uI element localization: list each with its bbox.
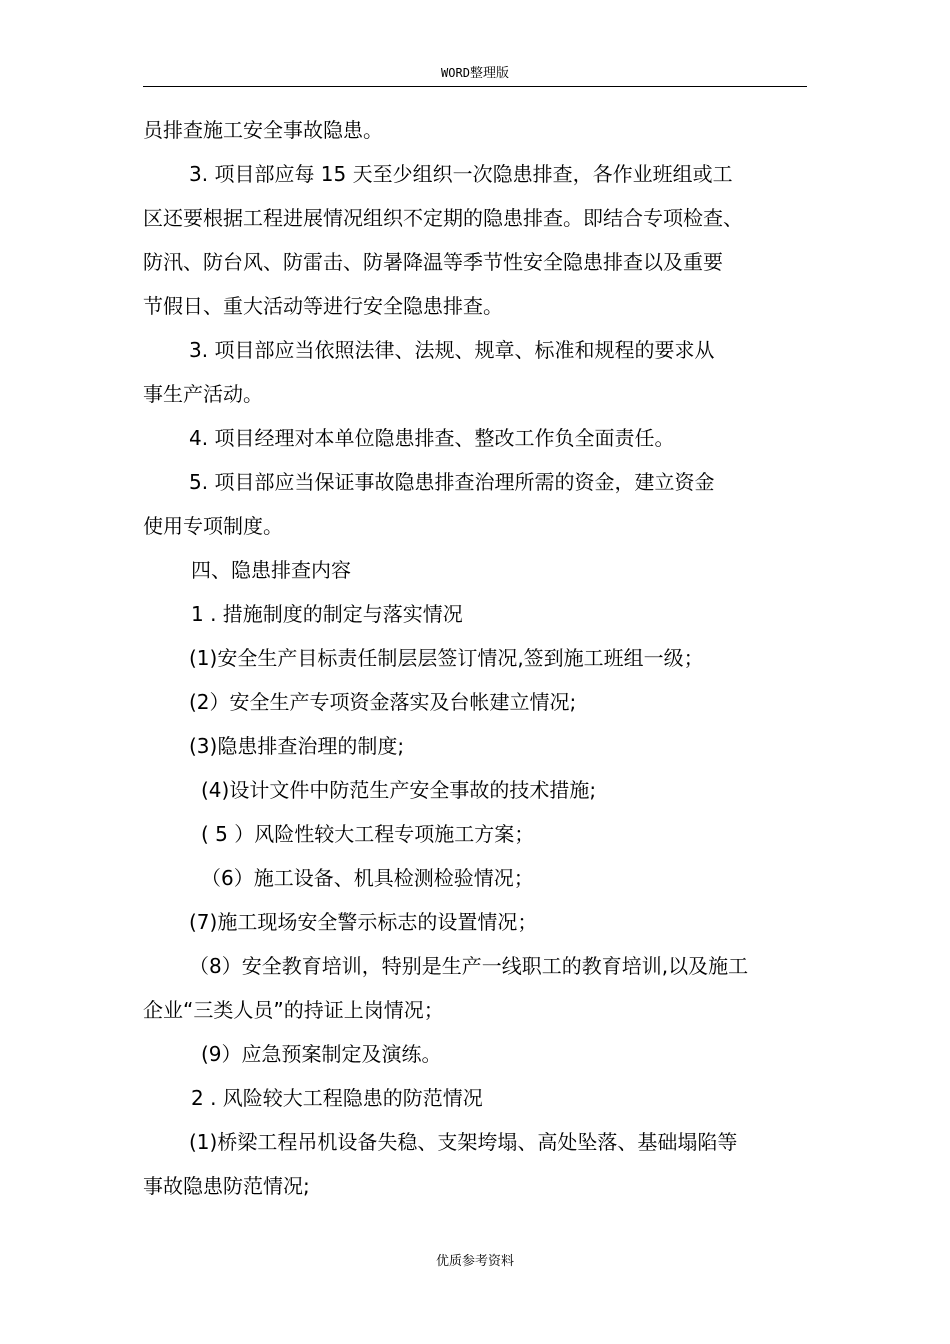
text-line: 5. 项目部应当保证事故隐患排查治理所需的资金，建立资金 — [189, 470, 715, 494]
list-item: （6）施工设备、机具检测检验情况； — [201, 866, 534, 890]
list-item: (4)设计文件中防范生产安全事故的技术措施; — [201, 778, 597, 802]
subsection-heading: 2 . 风险较大工程隐患的防范情况 — [191, 1086, 483, 1110]
text-line: 使用专项制度。 — [143, 514, 283, 538]
text-line: 防汛、防台风、防雷击、防暑降温等季节性安全隐患排查以及重要 — [143, 250, 723, 274]
text-line: 事生产活动。 — [143, 382, 263, 406]
text-line: 区还要根据工程进展情况组织不定期的隐患排查。即结合专项检查、 — [143, 206, 743, 230]
page-header — [143, 60, 807, 87]
list-item: ( 5 ）风险性较大工程专项施工方案； — [201, 822, 535, 846]
text-line: 事故隐患防范情况; — [143, 1174, 310, 1198]
header-cn-label: 整理版 — [469, 66, 509, 81]
text-line: 企业“三类人员”的持证上岗情况； — [143, 998, 444, 1022]
list-item: (7)施工现场安全警示标志的设置情况； — [189, 910, 538, 934]
page-footer: 优质参考资料 — [435, 1254, 514, 1269]
list-item: (9）应急预案制定及演练。 — [201, 1042, 442, 1066]
section-heading: 四、隐患排查内容 — [191, 558, 351, 582]
text-line: 3. 项目部应每 15 天至少组织一次隐患排查，各作业班组或工 — [189, 162, 733, 186]
text-line: 员排查施工安全事故隐患。 — [143, 118, 383, 142]
subsection-heading: 1 . 措施制度的制定与落实情况 — [191, 602, 463, 626]
header-word-label: WORD — [441, 66, 470, 80]
list-item: (1)安全生产目标责任制层层签订情况,签到施工班组一级； — [189, 646, 704, 670]
list-item: （8）安全教育培训，特别是生产一线职工的教育培训,以及施工 — [189, 954, 749, 978]
text-line: 4. 项目经理对本单位隐患排查、整改工作负全面责任。 — [189, 426, 675, 450]
list-item: (2）安全生产专项资金落实及台帐建立情况; — [189, 690, 577, 714]
text-line: 3. 项目部应当依照法律、法规、规章、标准和规程的要求从 — [189, 338, 715, 362]
document-body — [143, 108, 807, 1208]
text-line: 节假日、重大活动等进行安全隐患排查。 — [143, 294, 503, 318]
list-item: (3)隐患排查治理的制度; — [189, 734, 405, 758]
list-item: (1)桥梁工程吊机设备失稳、支架垮塌、高处坠落、基础塌陷等 — [189, 1130, 738, 1154]
